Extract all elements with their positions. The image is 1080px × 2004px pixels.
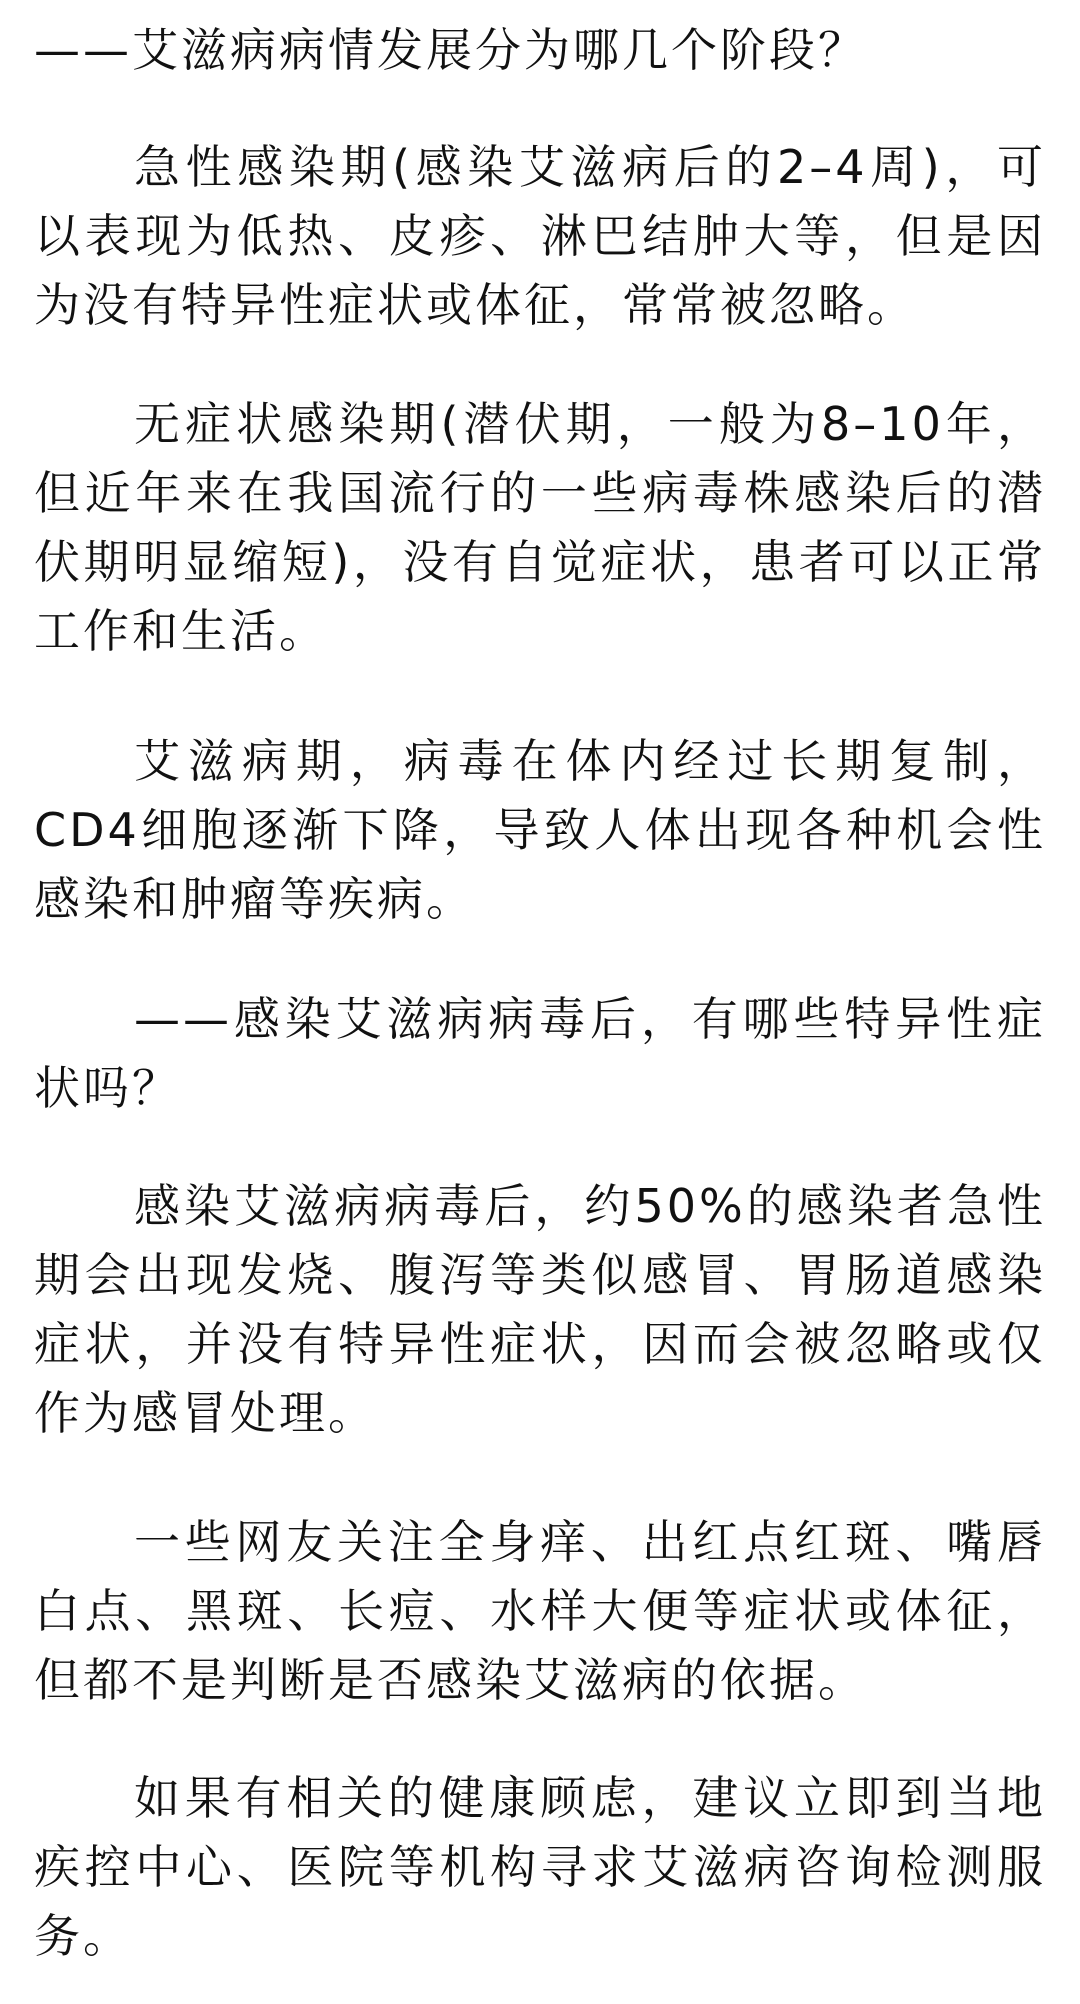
paragraph-netizen-concerns: 一些网友关注全身痒、出红点红斑、嘴唇白点、黑斑、长痘、水样大便等症状或体征，但都不是判断是否感染艾滋病的依据。: [34, 1515, 1046, 1707]
paragraph-early-symptoms: 感染艾滋病病毒后，约50%的感染者急性期会出现发烧、腹泻等类似感冒、胃肠道感染症状，并没有特异性症状，因而会被忽略或仅作为感冒处理。: [34, 1179, 1046, 1440]
paragraph-aids-stage: 艾滋病期，病毒在体内经过长期复制，CD4细胞逐渐下降，导致人体出现各种机会性感染和肿瘤等疾病。: [34, 734, 1046, 926]
question-stages: ——艾滋病病情发展分为哪几个阶段？: [34, 23, 867, 77]
paragraph-acute-infection: 急性感染期(感染艾滋病后的2–4周)，可以表现为低热、皮疹、淋巴结肿大等，但是因为没有特异性症状或体征，常常被忽略。: [34, 140, 1046, 332]
paragraph-testing-advice: 如果有相关的健康顾虑，建议立即到当地疾控中心、医院等机构寻求艾滋病咨询检测服务。: [34, 1771, 1046, 1963]
paragraph-latent-period: 无症状感染期(潜伏期，一般为8–10年，但近年来在我国流行的一些病毒株感染后的潜伏期明显缩短)，没有自觉症状，患者可以正常工作和生活。: [34, 397, 1046, 658]
question-specific-symptoms: ——感染艾滋病病毒后，有哪些特异性症状吗？: [34, 992, 1046, 1115]
